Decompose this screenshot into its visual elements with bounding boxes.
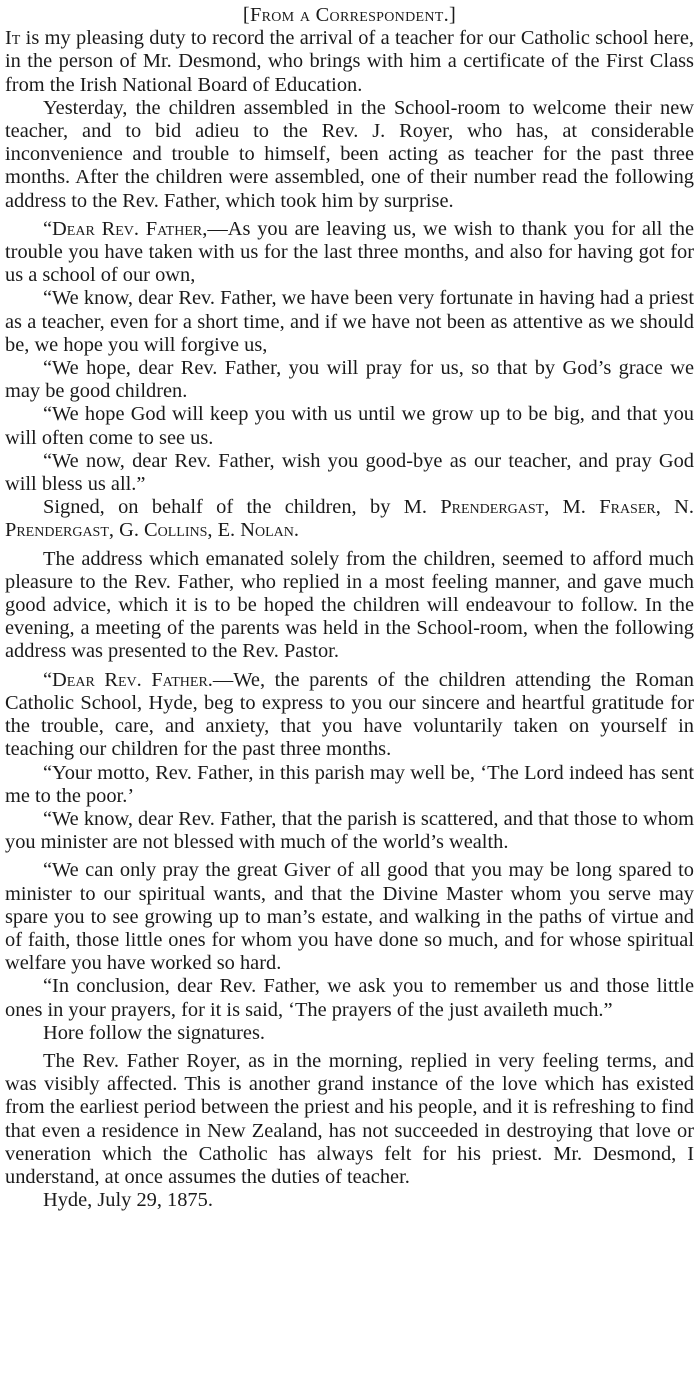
lead-word: It	[5, 27, 21, 50]
parents-address-motto: “Your motto, Rev. Father, in this parish may well be, ‘The Lord indeed has sent me to the poor.’	[5, 761, 694, 807]
children-address-goodbye: “We now, dear Rev. Father, wish you good-bye as our teacher, and pray God will bless us all.”	[5, 449, 694, 496]
dateline: Hyde, July 29, 1875.	[43, 1189, 213, 1212]
children-address-opening: “Dear Rev. Father,—As you are leaving us, we wish to thank you for all the trouble you have taken with us for the last three months, and also for having got for us a school of our own,	[5, 217, 694, 287]
correspondent-heading: [From a Correspondent.]	[242, 4, 457, 26]
paragraph-assembly: Yesterday, the children assembled in the School-room to welcome their new teacher, and to bid adieu to the Rev. J. Royer, who has, at considerable inconvenience and trouble to himself, been acting as teacher for the past three months. After the children were assembled, one of their number read the following address to the Rev. Father, which took him by surprise.	[5, 96, 694, 212]
paragraph-closing: The Rev. Father Royer, as in the morning, replied in very feeling terms, and was visibly affected. This is another grand instance of the love which has existed from the earliest period between the priest and his people, and it is refreshing to find that even a residence in New Zealand, has not succeeded in destroying that love or veneration which the Catholic has always felt for his priest. Mr. Desmond, I understand, at once assumes the duties of teacher.	[5, 1049, 694, 1188]
salutation: “Dear Rev. Father.	[43, 668, 213, 691]
parents-address-prayer: “We can only pray the great Giver of all good that you may be long spared to minister to our spiritual wants, and that the Divine Master whom you serve may spare you to see growing up to man’s estate, and walking in the paths of virtue and of faith, those little ones for whom you have done so much, and for whose spiritual welfare you have worked so hard.	[5, 859, 694, 975]
paragraph-evening-meeting: The address which emanated solely from the children, seemed to afford much pleasure to the Rev. Father, who replied in a most feeling manner, and gave much good advice, which it is to be hoped the children will endeavour to follow. In the evening, a meeting of the parents was held in the School-room, when the following address was presented to the Rev. Pastor.	[5, 547, 694, 663]
children-signatories: Signed, on behalf of the children, by M. Prendergast, M. Fraser, N. Prendergast, G. Collins, E. Nolan.	[5, 496, 695, 542]
parents-address-opening: “Dear Rev. Father.—We, the parents of the children attending the Roman Catholic School, Hyde, beg to express to you our sincere and heartful gratitude for the trouble, care, and anxiety, that you have voluntarily taken on yourself in teaching our children for the past three months.	[5, 668, 694, 761]
paragraph-arrival: It is my pleasing duty to record the arrival of a teacher for our Catholic school here, in the person of Mr. Desmond, who brings with him a certificate of the First Class from the Irish National Board of Education.	[5, 27, 694, 96]
children-address-pray: “We hope, dear Rev. Father, you will pray for us, so that by God’s grace we may be good children.	[5, 357, 694, 403]
signatory-names: M. Prendergast, M. Fraser, N. Prendergast, G. Collins, E. Nolan.	[5, 496, 695, 542]
parents-address-parish: “We know, dear Rev. Father, that the parish is scattered, and that those to whom you minister are not blessed with much of the world’s wealth.	[5, 807, 694, 854]
children-address-fortunate: “We know, dear Rev. Father, we have been very fortunate in having had a priest as a teacher, even for a short time, and if we have not been as attentive as we should be, we hope you will forgive us,	[5, 287, 694, 356]
children-address-keep: “We hope God will keep you with us until we grow up to be big, and that you will often come to see us.	[5, 403, 694, 449]
parents-address-conclusion: “In conclusion, dear Rev. Father, we ask you to remember us and those little ones in your prayers, for it is said, ‘The prayers of the just availeth much.”	[5, 975, 694, 1021]
signatures-note: Hore follow the signatures.	[43, 1021, 265, 1044]
salutation: “Dear Rev. Father,	[43, 217, 208, 240]
